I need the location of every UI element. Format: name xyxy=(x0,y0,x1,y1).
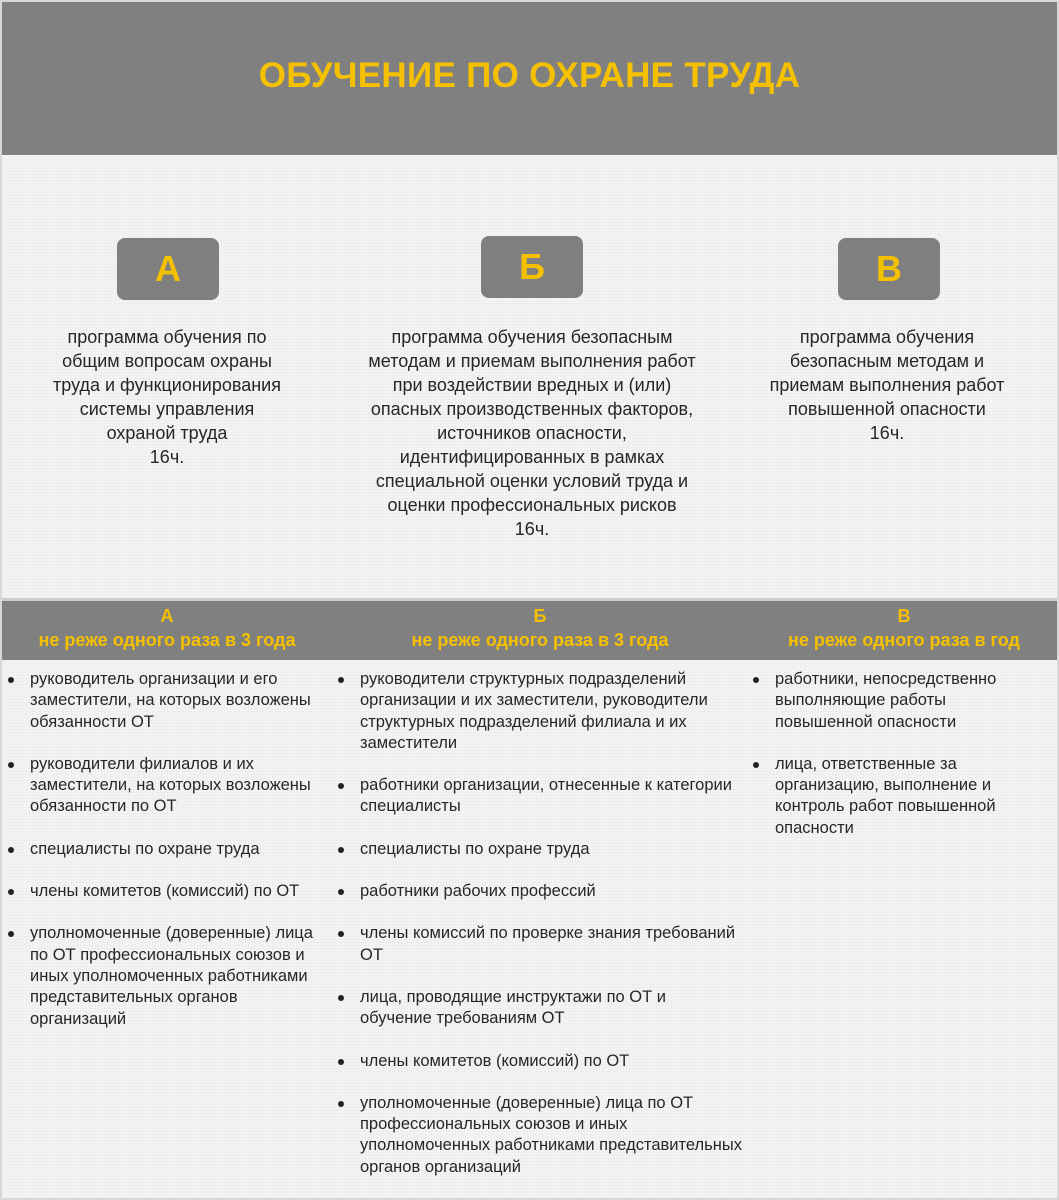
program-v-line: приемам выполнения работ xyxy=(769,375,1005,395)
list-item: руководители структурных подразделений организации и их заместители, руководители структурных подразделений филиала и их заместители xyxy=(332,669,742,754)
program-b-line: идентифицированных в рамках xyxy=(399,447,665,467)
list-item: уполномоченные (доверенные) лица по ОТ профессиональных союзов и иных уполномоченных работниками представительных органов организаций xyxy=(332,1093,742,1178)
program-v-line: безопасным методам и xyxy=(789,351,985,371)
infographic xyxy=(2,2,1057,1198)
list-item: члены комитетов (комиссий) по ОТ xyxy=(2,881,332,902)
list-item: работники организации, отнесенные к категории специалисты xyxy=(332,775,742,818)
list-item: руководители филиалов и их заместители, на которых возложены обязанности по ОТ xyxy=(2,754,332,818)
list-item: члены комиссий по проверке знания требований ОТ xyxy=(332,923,742,966)
program-a-hours: 16ч. xyxy=(149,447,185,467)
list-item: специалисты по охране труда xyxy=(332,839,742,860)
program-b-description xyxy=(342,325,722,541)
column-a-frequency: не реже одного раза в 3 года xyxy=(38,630,296,650)
column-a-list xyxy=(2,669,332,1051)
column-v-header xyxy=(754,601,1054,660)
program-v-line: программа обучения xyxy=(799,327,975,347)
program-a-description xyxy=(22,325,312,469)
program-v-line: повышенной опасности xyxy=(788,399,986,419)
list-item: работники рабочих профессий xyxy=(332,881,742,902)
column-a-letter: А xyxy=(160,606,174,626)
column-v-letter: В xyxy=(897,606,911,626)
column-v-list xyxy=(747,669,1037,860)
list-item: работники, непосредственно выполняющие работы повышенной опасности xyxy=(747,669,1037,733)
list-item: уполномоченные (доверенные) лица по ОТ профессиональных союзов и иных уполномоченных работниками представительных органов организаций xyxy=(2,923,332,1029)
column-b-letter: Б xyxy=(533,606,547,626)
program-b-line: опасных производственных факторов, xyxy=(370,399,694,419)
list-item: лица, проводящие инструктажи по ОТ и обучение требованиям ОТ xyxy=(332,987,742,1030)
column-b-frequency: не реже одного раза в 3 года xyxy=(411,630,669,650)
list-item: лица, ответственные за организацию, выполнение и контроль работ повышенной опасности xyxy=(747,754,1037,839)
program-v-description xyxy=(742,325,1032,445)
program-b-hours: 16ч. xyxy=(514,519,550,539)
program-b-line: источников опасности, xyxy=(437,423,627,443)
program-a-badge: А xyxy=(117,238,219,300)
column-v-frequency: не реже одного раза в год xyxy=(788,630,1020,650)
column-b-header xyxy=(370,601,710,660)
program-b-badge: Б xyxy=(481,236,583,298)
program-a-line: программа обучения по xyxy=(67,327,267,347)
program-b-line: специальной оценки условий труда и xyxy=(375,471,689,491)
list-item: специалисты по охране труда xyxy=(2,839,332,860)
list-item: члены комитетов (комиссий) по ОТ xyxy=(332,1051,742,1072)
title-banner xyxy=(2,2,1057,155)
column-b-list xyxy=(332,669,742,1198)
program-b-line: методам и приемам выполнения работ xyxy=(368,351,696,371)
page-title: ОБУЧЕНИЕ ПО ОХРАНЕ ТРУДА xyxy=(258,55,801,95)
program-v-badge: В xyxy=(838,238,940,300)
program-v-hours: 16ч. xyxy=(869,423,905,443)
program-a-line: системы управления xyxy=(79,399,255,419)
program-b-line: при воздействии вредных и (или) xyxy=(392,375,672,395)
program-b-line: программа обучения безопасным xyxy=(391,327,673,347)
program-a-line: труда и функционирования xyxy=(53,375,281,395)
program-a-line: охраной труда xyxy=(106,423,228,443)
program-a-line: общим вопросам охраны xyxy=(62,351,272,371)
frequency-header-bar xyxy=(2,601,1057,660)
list-item: руководитель организации и его заместители, на которых возложены обязанности ОТ xyxy=(2,669,332,733)
program-b-line: оценки профессиональных рисков xyxy=(387,495,677,515)
column-a-header xyxy=(2,601,332,660)
